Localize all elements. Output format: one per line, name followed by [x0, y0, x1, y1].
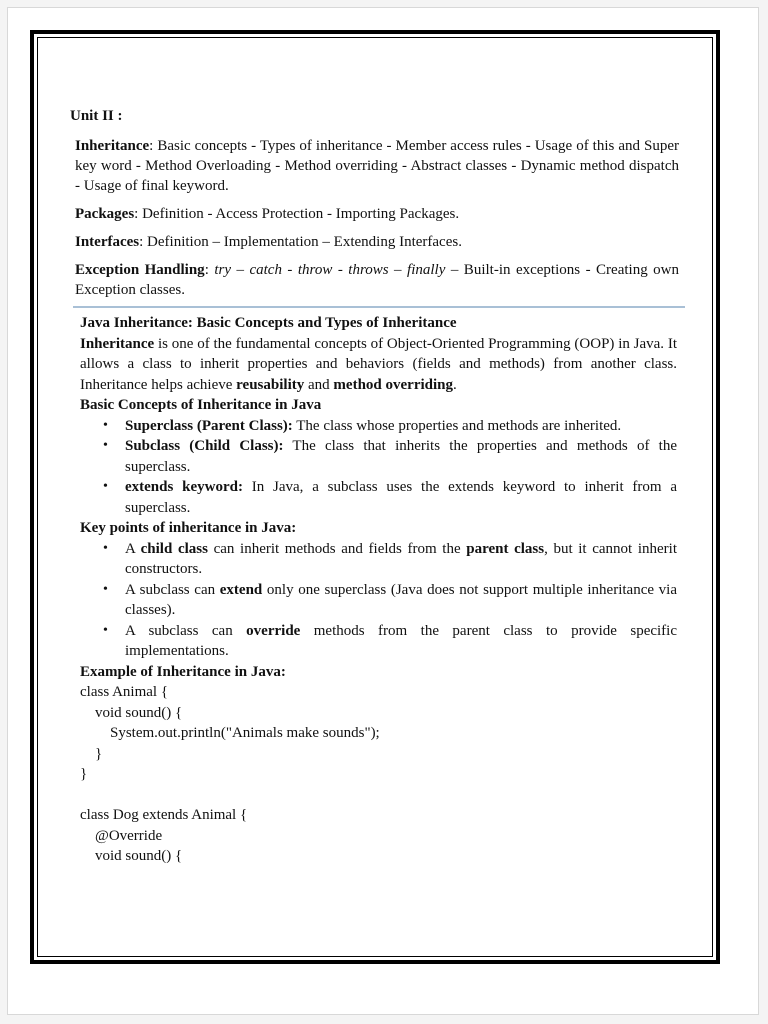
list-item-text: A subclass can	[125, 581, 220, 598]
list-item-bold: override	[246, 622, 301, 639]
list-item-text: can inherit methods and fields from the	[207, 540, 467, 557]
syllabus-packages-label: Packages	[75, 206, 135, 222]
intro-bold-method-overriding: method overriding	[333, 376, 453, 393]
intro-bold-reusability: reusability	[236, 376, 305, 393]
syllabus-packages	[75, 204, 679, 224]
basic-concepts-heading: Basic Concepts of Inheritance in Java	[80, 397, 322, 413]
article-title: Java Inheritance: Basic Concepts and Types of Inheritance	[80, 315, 457, 331]
list-item-text: A	[125, 540, 141, 557]
syllabus-interfaces-label: Interfaces	[75, 234, 140, 250]
list-item-text: methods from the parent class to provide specific implementations.	[125, 622, 677, 659]
list-item	[125, 477, 677, 518]
list-item-text: The class whose properties and methods are inherited.	[292, 417, 622, 434]
intro-term: Inheritance	[80, 335, 155, 352]
syllabus-packages-text: : Definition - Access Protection - Importing Packages.	[134, 206, 460, 222]
list-item-text: only one superclass (Java does not support multiple inheritance via classes).	[125, 581, 677, 618]
list-item-text: The class that inherits the properties and methods of the superclass.	[125, 438, 677, 475]
list-item	[125, 580, 677, 621]
intro-text-2: and	[304, 376, 334, 393]
list-item-label: Subclass (Child Class):	[125, 438, 284, 454]
syllabus-section	[75, 136, 679, 308]
list-item-text: , but it cannot inherit constructors.	[125, 540, 677, 577]
list-item	[125, 621, 677, 662]
list-item-text: A subclass can	[125, 622, 247, 639]
list-item-text: In Java, a subclass uses the extends keyword to inherit from a superclass.	[125, 479, 677, 516]
intro-paragraph	[80, 334, 677, 396]
syllabus-inheritance	[75, 136, 679, 196]
list-item-bold: parent class	[466, 540, 545, 557]
key-points-list	[80, 539, 677, 662]
syllabus-exception-label: Exception Handling	[75, 262, 205, 278]
unit-title: Unit II :	[70, 108, 123, 124]
syllabus-exception-text: – Built-in exceptions - Creating own Exception classes.	[75, 262, 680, 298]
syllabus-inheritance-label: Inheritance	[75, 138, 150, 154]
intro-text-3: .	[453, 376, 457, 393]
syllabus-exception-keywords: try – catch - throw - throws – finally	[214, 262, 446, 278]
list-item-bold: extend	[219, 581, 263, 598]
list-item	[125, 539, 677, 580]
syllabus-interfaces	[75, 232, 679, 252]
syllabus-exception-handling	[75, 260, 679, 300]
list-item	[125, 416, 677, 437]
intro-text-1: is one of the fundamental concepts of Object-Oriented Programming (OOP) in Java. It allows a class to inherit properties and behaviors (fields and methods) from another class. Inheritance helps achieve	[80, 335, 677, 393]
example-heading: Example of Inheritance in Java:	[80, 663, 286, 680]
list-item-label: Superclass (Parent Class):	[125, 417, 293, 434]
code-example: class Animal { void sound() { System.out.println("Animals make sounds"); } } class Dog extends Animal { @Override void sound() {	[80, 684, 380, 864]
basic-concepts-list	[80, 416, 677, 519]
section-divider	[73, 306, 685, 308]
list-item-bold: child class	[140, 540, 208, 557]
key-points-heading: Key points of inheritance in Java:	[80, 520, 297, 536]
syllabus-interfaces-text: : Definition – Implementation – Extending Interfaces.	[139, 234, 462, 250]
syllabus-exception-sep: :	[204, 262, 215, 278]
article-body	[80, 313, 677, 867]
list-item	[125, 436, 677, 477]
syllabus-inheritance-text: : Basic concepts - Types of inheritance - Member access rules - Usage of this and Super key word - Method Overloading - Method overriding - Abstract classes - Dynamic method dispatch - Usage of final keyword.	[75, 138, 679, 194]
list-item-label: extends keyword:	[125, 479, 243, 495]
